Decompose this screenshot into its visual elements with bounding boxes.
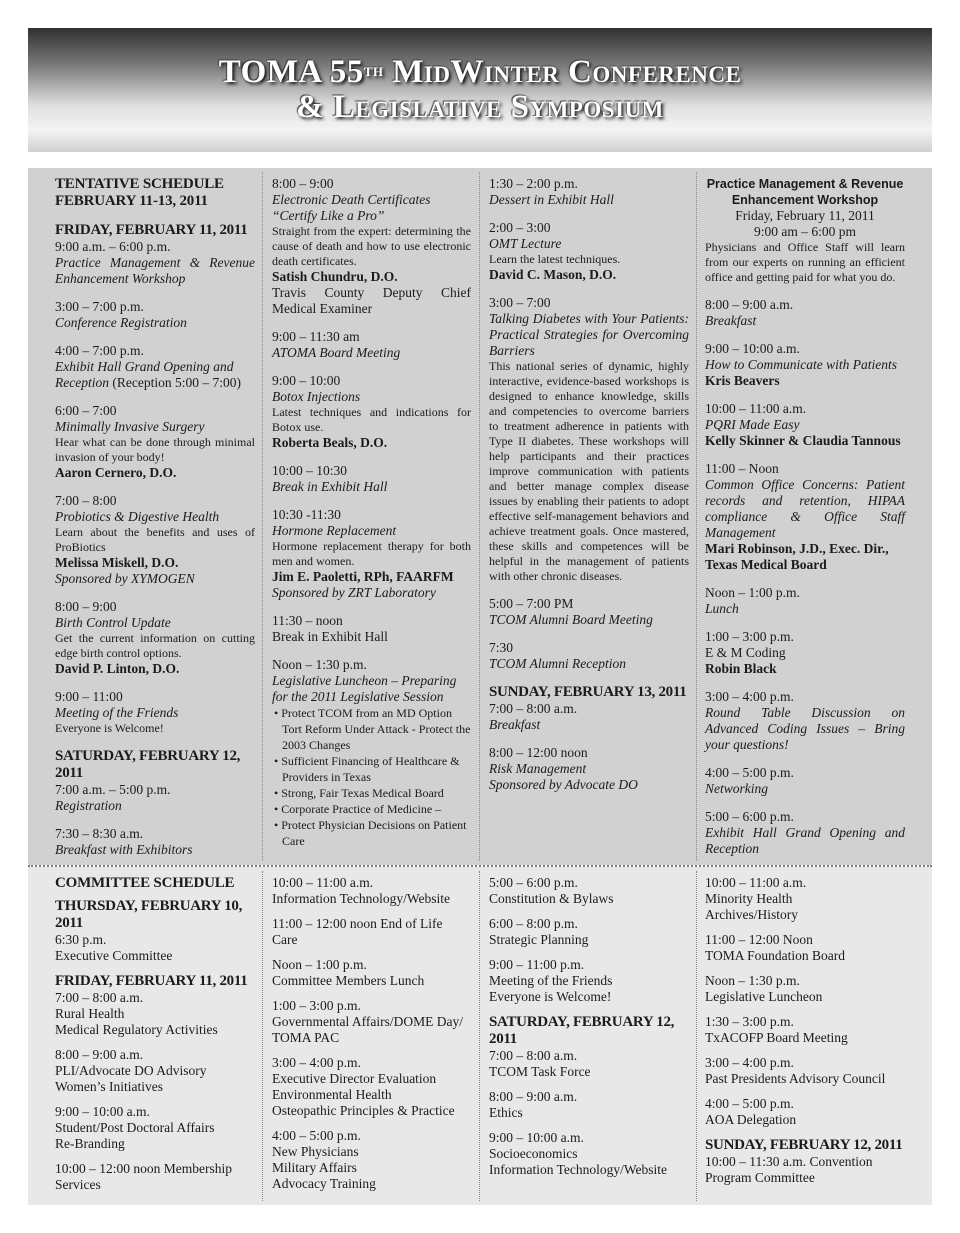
entry-line: Environmental Health bbox=[272, 1087, 392, 1102]
event-title-row bbox=[55, 359, 255, 391]
bullet-icon: • bbox=[274, 802, 282, 816]
event-title: Round Table Discussion on Advanced Coding Issues – Bring your questions! bbox=[705, 705, 905, 752]
committee-entry bbox=[705, 973, 905, 1005]
event-block bbox=[272, 463, 471, 495]
event-title: OMT Lecture bbox=[489, 236, 562, 251]
entry-line: Military Affairs bbox=[272, 1160, 357, 1175]
committee-entry bbox=[272, 998, 471, 1046]
event-title: Conference Registration bbox=[55, 315, 187, 330]
workshop-description: Physicians and Office Staff will learn from our experts on running an efficient office and getting paid for what you do. bbox=[705, 240, 905, 284]
schedule-heading: TENTATIVE SCHEDULE bbox=[55, 176, 224, 192]
event-speaker: David P. Linton, D.O. bbox=[55, 661, 180, 676]
event-time: 9:00 a.m. – 6:00 p.m. bbox=[55, 239, 171, 254]
event-block bbox=[489, 176, 689, 208]
event-title: PQRI Made Easy bbox=[705, 417, 800, 432]
committee-entry bbox=[55, 1047, 255, 1095]
event-time: 1:00 – 3:00 p.m. bbox=[705, 629, 794, 644]
event-time: 1:30 – 2:00 p.m. bbox=[489, 176, 578, 191]
schedule-dates: FEBRUARY 11-13, 2011 bbox=[55, 193, 208, 209]
committee-entry bbox=[55, 1161, 255, 1193]
entry-time: 11:00 – 12:00 Noon bbox=[705, 932, 813, 947]
event-block bbox=[55, 826, 255, 858]
entry-line: TOMA PAC bbox=[272, 1030, 340, 1045]
event-time: 11:00 – Noon bbox=[705, 461, 779, 476]
event-description: Learn about the benefits and uses of ProBiotics bbox=[55, 525, 255, 554]
event-block bbox=[272, 507, 471, 601]
event-title: ATOMA Board Meeting bbox=[272, 345, 401, 360]
event-time: 7:00 – 8:00 bbox=[55, 493, 117, 508]
event-block bbox=[705, 461, 905, 573]
event-speaker: Satish Chundru, D.O. bbox=[272, 269, 398, 284]
committee-entry bbox=[705, 932, 905, 964]
event-title: How to Communicate with Patients bbox=[705, 357, 897, 372]
event-block bbox=[705, 689, 905, 753]
event-block bbox=[55, 493, 255, 587]
event-time: 10:00 – 11:00 a.m. bbox=[705, 401, 807, 416]
day-heading: SATURDAY, FEBRUARY 12, 2011 bbox=[55, 748, 241, 781]
event-block bbox=[489, 640, 689, 672]
committee-entry bbox=[272, 875, 471, 907]
event-block bbox=[705, 297, 905, 329]
event-time: 3:00 – 7:00 p.m. bbox=[55, 299, 144, 314]
tentative-column-4 bbox=[705, 176, 905, 869]
event-subtitle: “Certify Like a Pro” bbox=[272, 208, 385, 223]
column-divider bbox=[479, 871, 480, 1201]
event-time: 4:00 – 5:00 p.m. bbox=[705, 765, 794, 780]
workshop-time: 9:00 am – 6:00 pm bbox=[754, 224, 856, 239]
event-block bbox=[272, 329, 471, 361]
event-time: 5:00 – 6:00 p.m. bbox=[705, 809, 794, 824]
event-title: Breakfast bbox=[705, 313, 757, 328]
event-title: Probiotics & Digestive Health bbox=[55, 509, 220, 524]
entry-line: TxACOFP Board Meeting bbox=[705, 1030, 848, 1045]
event-speaker: David C. Mason, D.O. bbox=[489, 267, 617, 282]
entry-line: Osteopathic Principles & Practice bbox=[272, 1103, 455, 1118]
entry-time: 9:00 – 10:00 a.m. bbox=[489, 1130, 584, 1145]
committee-entry bbox=[705, 1154, 905, 1186]
entry-line: TCOM Task Force bbox=[489, 1064, 591, 1079]
committee-entry bbox=[489, 1130, 689, 1178]
entry-time: 3:00 – 4:00 p.m. bbox=[272, 1055, 361, 1070]
entry-time: 4:00 – 5:00 p.m. bbox=[272, 1128, 361, 1143]
entry-time: 8:00 – 9:00 a.m. bbox=[55, 1047, 144, 1062]
event-description: Hear what can be done through minimal invasion of your body! bbox=[55, 435, 255, 464]
entry-line: Women’s Initiatives bbox=[55, 1079, 164, 1094]
event-block bbox=[55, 299, 255, 331]
tentative-schedule-panel bbox=[28, 168, 932, 865]
event-title: Break in Exhibit Hall bbox=[272, 629, 388, 644]
column-divider bbox=[696, 172, 697, 861]
bullet-text: Strong, Fair Texas Medical Board bbox=[281, 786, 444, 800]
event-description: Learn the latest techniques. bbox=[489, 252, 621, 266]
event-title: Break in Exhibit Hall bbox=[272, 479, 388, 494]
event-speaker: Kris Beavers bbox=[705, 373, 780, 388]
event-block bbox=[272, 613, 471, 645]
event-time: 9:00 – 11:30 am bbox=[272, 329, 360, 344]
entry-line: Executive Director Evaluation bbox=[272, 1071, 437, 1086]
event-description: This national series of dynamic, highly interactive, evidence-based workshops is designed to enhance knowledge, skills and competencies to overcome barriers to treatment adherence in patients with Type II diabetes. These workshops will help participants and their practices improve communication with patients and better manage complex disease issues by enabling their patients to adopt effective self-management behaviors and achieve treatment goals. Once mastered, these skills and competences will be helpful in the management of patients with other chronic diseases. bbox=[489, 359, 689, 583]
column-divider bbox=[262, 871, 263, 1201]
entry-line: Minority Health bbox=[705, 891, 793, 906]
event-block bbox=[705, 629, 905, 677]
event-block bbox=[55, 343, 255, 391]
event-block bbox=[489, 596, 689, 628]
column-divider bbox=[696, 871, 697, 1201]
committee-entry bbox=[705, 1096, 905, 1128]
committee-column-1 bbox=[55, 875, 255, 1202]
speaker-role: Travis County Deputy Chief Medical Examiner bbox=[272, 285, 471, 316]
event-time: 9:00 – 10:00 a.m. bbox=[705, 341, 800, 356]
committee-entry bbox=[272, 1128, 471, 1192]
event-time: 8:00 – 9:00 bbox=[272, 176, 334, 191]
committee-entry bbox=[272, 916, 471, 948]
event-time: 2:00 – 3:00 bbox=[489, 220, 551, 235]
entry-line: Advocacy Training bbox=[272, 1176, 376, 1191]
event-block bbox=[705, 401, 905, 449]
committee-entry bbox=[55, 990, 255, 1038]
event-time: 10:00 – 10:30 bbox=[272, 463, 348, 478]
event-title: Meeting of the Friends bbox=[55, 705, 179, 720]
event-time: 10:30 -11:30 bbox=[272, 507, 341, 522]
entry-line: Medical Regulatory Activities bbox=[55, 1022, 218, 1037]
event-speaker: Roberta Beals, D.O. bbox=[272, 435, 388, 450]
entry-time: Noon – 1:00 p.m. bbox=[272, 957, 367, 972]
bullet-item bbox=[272, 817, 471, 849]
event-note: (Reception 5:00 – 7:00) bbox=[108, 375, 241, 390]
event-title: Registration bbox=[55, 798, 122, 813]
event-block bbox=[489, 745, 689, 793]
event-block bbox=[489, 220, 689, 283]
day-heading: FRIDAY, FEBRUARY 11, 2011 bbox=[55, 222, 248, 238]
entry-line: Past Presidents Advisory Council bbox=[705, 1071, 886, 1086]
event-block bbox=[489, 295, 689, 584]
entry-line: Information Technology/Website bbox=[272, 891, 451, 906]
event-title: Legislative Luncheon – Preparing for the 2011 Legislative Session bbox=[272, 673, 457, 704]
event-title: E & M Coding bbox=[705, 645, 786, 660]
committee-entry bbox=[705, 1055, 905, 1087]
entry-line: Everyone is Welcome! bbox=[489, 989, 612, 1004]
entry-time: 5:00 – 6:00 p.m. bbox=[489, 875, 578, 890]
committee-heading: COMMITTEE SCHEDULE bbox=[55, 875, 235, 891]
event-time: 9:00 – 10:00 bbox=[272, 373, 341, 388]
entry-time: 9:00 – 11:00 p.m. bbox=[489, 957, 585, 972]
entry-time: 3:00 – 4:00 p.m. bbox=[705, 1055, 794, 1070]
entry-line: Committee Members Lunch bbox=[272, 973, 425, 988]
bullet-item bbox=[272, 705, 471, 753]
event-block bbox=[55, 782, 255, 814]
event-time: Noon – 1:30 p.m. bbox=[272, 657, 367, 672]
bullet-icon: • bbox=[274, 706, 282, 720]
entry-line: Legislative Luncheon bbox=[705, 989, 823, 1004]
event-block bbox=[272, 373, 471, 451]
entry-line: TOMA Foundation Board bbox=[705, 948, 846, 963]
title-banner bbox=[28, 28, 932, 152]
entry-time: 7:00 – 8:00 a.m. bbox=[55, 990, 144, 1005]
event-time: 8:00 – 9:00 bbox=[55, 599, 117, 614]
conference-title-line1: TOMA 55th MidWinter Conference bbox=[218, 54, 742, 90]
committee-entry bbox=[489, 1048, 689, 1080]
event-time: 7:30 – 8:30 a.m. bbox=[55, 826, 144, 841]
entry-line: Re-Branding bbox=[55, 1136, 125, 1151]
event-speaker: Mari Robinson, J.D., Exec. Dir., Texas Medical Board bbox=[705, 541, 889, 572]
workshop-date: Friday, February 11, 2011 bbox=[735, 208, 875, 223]
entry-time: 6:30 p.m. bbox=[55, 932, 107, 947]
entry-time: 8:00 – 9:00 a.m. bbox=[489, 1089, 578, 1104]
event-time: 5:00 – 7:00 PM bbox=[489, 596, 574, 611]
event-time: 7:30 bbox=[489, 640, 514, 655]
bullet-text: Corporate Practice of Medicine – bbox=[281, 802, 442, 816]
bullet-icon: • bbox=[274, 786, 282, 800]
event-description: Hormone replacement therapy for both men and women. bbox=[272, 539, 471, 568]
event-title: Common Office Concerns: Patient records and retention, HIPAA compliance & Office Staff Management bbox=[705, 477, 905, 540]
event-block bbox=[705, 765, 905, 797]
entry-time: 10:00 – 11:30 a.m. Convention bbox=[705, 1154, 873, 1169]
event-title: Minimally Invasive Surgery bbox=[55, 419, 205, 434]
day-heading: SUNDAY, FEBRUARY 12, 2011 bbox=[705, 1137, 903, 1153]
event-time: 9:00 – 11:00 bbox=[55, 689, 123, 704]
committee-entry bbox=[55, 1104, 255, 1152]
event-block bbox=[705, 341, 905, 389]
event-title: Talking Diabetes with Your Patients: Practical Strategies for Overcoming Barriers bbox=[489, 311, 689, 358]
entry-line: Meeting of the Friends bbox=[489, 973, 613, 988]
entry-line: Strategic Planning bbox=[489, 932, 589, 947]
event-time: 6:00 – 7:00 bbox=[55, 403, 117, 418]
event-block bbox=[489, 701, 689, 733]
bullet-item bbox=[272, 753, 471, 785]
entry-line: AOA Delegation bbox=[705, 1112, 797, 1127]
entry-line: Ethics bbox=[489, 1105, 523, 1120]
column-divider bbox=[262, 172, 263, 861]
event-speaker: Melissa Miskell, D.O. bbox=[55, 555, 179, 570]
committee-column-2 bbox=[272, 875, 471, 1201]
event-speaker: Kelly Skinner & Claudia Tannous bbox=[705, 433, 901, 448]
workshop-title: Practice Management & Revenue bbox=[706, 177, 904, 191]
entry-time: 1:00 – 3:00 p.m. bbox=[272, 998, 361, 1013]
event-title: Dessert in Exhibit Hall bbox=[489, 192, 614, 207]
event-title: Electronic Death Certificates bbox=[272, 192, 431, 207]
workshop-intro bbox=[705, 176, 905, 285]
entry-line: Program Committee bbox=[705, 1170, 815, 1185]
entry-time: 1:30 – 3:00 p.m. bbox=[705, 1014, 794, 1029]
bullet-item bbox=[272, 785, 471, 801]
event-block bbox=[705, 809, 905, 857]
entry-time: 10:00 – 11:00 a.m. bbox=[705, 875, 807, 890]
event-sponsor: Sponsored by ZRT Laboratory bbox=[272, 585, 436, 600]
event-title: Exhibit Hall Grand Opening and Reception bbox=[55, 359, 234, 390]
event-title: Birth Control Update bbox=[55, 615, 171, 630]
tentative-column-3 bbox=[489, 176, 689, 805]
column-divider bbox=[479, 172, 480, 861]
event-title: Risk Management bbox=[489, 761, 587, 776]
event-description: Straight from the expert: determining the cause of death and how to use electronic death certificates. bbox=[272, 224, 471, 268]
tentative-column-1 bbox=[55, 176, 255, 870]
entry-line: Governmental Affairs/DOME Day/ bbox=[272, 1014, 463, 1029]
committee-entry bbox=[705, 1014, 905, 1046]
bullet-item bbox=[272, 801, 471, 817]
event-speaker: Robin Black bbox=[705, 661, 777, 676]
event-title: Lunch bbox=[705, 601, 739, 616]
entry-line: Constitution & Bylaws bbox=[489, 891, 614, 906]
event-block bbox=[55, 239, 255, 287]
entry-time: 11:00 – 12:00 noon End of Life Care bbox=[272, 916, 443, 947]
entry-time: 4:00 – 5:00 p.m. bbox=[705, 1096, 794, 1111]
event-block bbox=[705, 585, 905, 617]
day-heading: SUNDAY, FEBRUARY 13, 2011 bbox=[489, 684, 687, 700]
bullet-text: Sufficient Financing of Healthcare & Providers in Texas bbox=[281, 754, 460, 784]
bullet-text: Protect Physician Decisions on Patient Care bbox=[281, 818, 467, 848]
entry-time: 10:00 – 12:00 noon Membership bbox=[55, 1161, 232, 1176]
event-block bbox=[55, 689, 255, 736]
bullet-text: Protect TCOM from an MD Option Tort Reform Under Attack - Protect the 2003 Changes bbox=[281, 706, 471, 752]
event-title: Breakfast bbox=[489, 717, 541, 732]
event-title: TCOM Alumni Reception bbox=[489, 656, 626, 671]
entry-line: Executive Committee bbox=[55, 948, 173, 963]
committee-column-3 bbox=[489, 875, 689, 1187]
day-heading: THURSDAY, FEBRUARY 10, 2011 bbox=[55, 898, 243, 931]
committee-entry bbox=[489, 957, 689, 1005]
entry-time: 9:00 – 10:00 a.m. bbox=[55, 1104, 150, 1119]
entry-line: PLI/Advocate DO Advisory bbox=[55, 1063, 207, 1078]
event-time: 7:00 – 8:00 a.m. bbox=[489, 701, 578, 716]
event-title: Hormone Replacement bbox=[272, 523, 397, 538]
committee-entry bbox=[705, 875, 905, 923]
event-time: 8:00 – 12:00 noon bbox=[489, 745, 588, 760]
entry-line: Services bbox=[55, 1177, 101, 1192]
luncheon-block bbox=[272, 657, 471, 849]
entry-time: 10:00 – 11:00 a.m. bbox=[272, 875, 374, 890]
event-time: 3:00 – 7:00 bbox=[489, 295, 551, 310]
bullet-icon: • bbox=[274, 754, 282, 768]
committee-entry bbox=[489, 916, 689, 948]
conference-title-line2: & Legislative Symposium bbox=[296, 89, 664, 125]
event-time: 7:00 a.m. – 5:00 p.m. bbox=[55, 782, 171, 797]
workshop-title: Enhancement Workshop bbox=[731, 193, 879, 207]
event-sponsor: Sponsored by XYMOGEN bbox=[55, 571, 195, 586]
event-description: Latest techniques and indications for Botox use. bbox=[272, 405, 471, 434]
entry-line: Information Technology/Website bbox=[489, 1162, 668, 1177]
entry-line: Archives/History bbox=[705, 907, 798, 922]
committee-schedule-panel bbox=[28, 867, 932, 1205]
event-block bbox=[55, 599, 255, 677]
event-title: Botox Injections bbox=[272, 389, 361, 404]
event-time: 11:30 – noon bbox=[272, 613, 343, 628]
event-time: 3:00 – 4:00 p.m. bbox=[705, 689, 794, 704]
entry-line: Socioeconomics bbox=[489, 1146, 578, 1161]
event-time: 4:00 – 7:00 p.m. bbox=[55, 343, 144, 358]
bullet-icon: • bbox=[274, 818, 282, 832]
event-title: Networking bbox=[705, 781, 768, 796]
event-title: TCOM Alumni Board Meeting bbox=[489, 612, 653, 627]
committee-entry bbox=[489, 1089, 689, 1121]
event-time: 8:00 – 9:00 a.m. bbox=[705, 297, 794, 312]
entry-time: Noon – 1:30 p.m. bbox=[705, 973, 800, 988]
event-sponsor: Sponsored by Advocate DO bbox=[489, 777, 638, 792]
entry-line: New Physicians bbox=[272, 1144, 359, 1159]
event-description: Get the current information on cutting edge birth control options. bbox=[55, 631, 255, 660]
tentative-column-2 bbox=[272, 176, 471, 861]
event-time: Noon – 1:00 p.m. bbox=[705, 585, 800, 600]
event-title: Exhibit Hall Grand Opening and Reception bbox=[705, 825, 905, 856]
event-title: Practice Management & Revenue Enhancement Workshop bbox=[55, 255, 255, 286]
event-speaker: Jim E. Paoletti, RPh, FAARFM bbox=[272, 569, 454, 584]
entry-line: Student/Post Doctoral Affairs bbox=[55, 1120, 215, 1135]
event-block bbox=[272, 176, 471, 317]
committee-entry bbox=[272, 1055, 471, 1119]
committee-entry bbox=[489, 875, 689, 907]
event-block bbox=[55, 403, 255, 481]
entry-time: 6:00 – 8:00 p.m. bbox=[489, 916, 578, 931]
day-heading: FRIDAY, FEBRUARY 11, 2011 bbox=[55, 973, 248, 989]
entry-line: Rural Health bbox=[55, 1006, 125, 1021]
committee-entry bbox=[272, 957, 471, 989]
day-heading: SATURDAY, FEBRUARY 12, 2011 bbox=[489, 1014, 675, 1047]
event-description: Everyone is Welcome! bbox=[55, 721, 164, 735]
event-title: Breakfast with Exhibitors bbox=[55, 842, 193, 857]
event-speaker: Aaron Cernero, D.O. bbox=[55, 465, 177, 480]
committee-entry bbox=[55, 932, 255, 964]
committee-column-4 bbox=[705, 875, 905, 1195]
entry-time: 7:00 – 8:00 a.m. bbox=[489, 1048, 578, 1063]
